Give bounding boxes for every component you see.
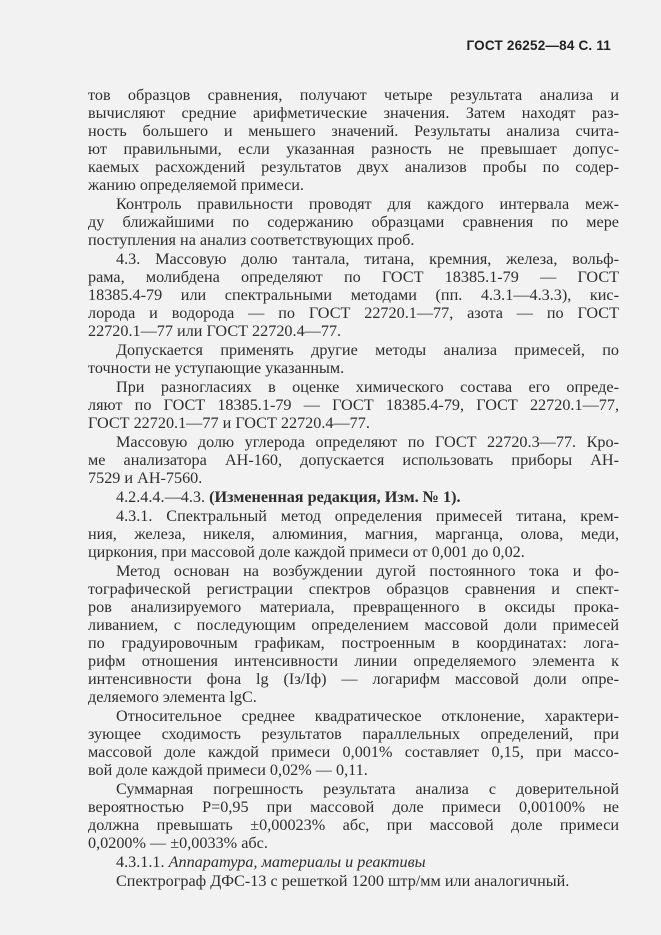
text-line: [88, 598, 619, 616]
text-line: [88, 286, 619, 304]
text-line: [88, 761, 619, 779]
paragraph: [88, 433, 619, 487]
text-segment: деляемого элемента lgC.: [88, 688, 257, 706]
text-line: [88, 104, 619, 122]
text-line: [88, 725, 619, 743]
paragraph: [88, 872, 619, 890]
paragraph: [88, 780, 619, 852]
text-segment: 22720.1—77 или ГОСТ 22720.4—77.: [88, 322, 342, 340]
text-line: [88, 488, 619, 506]
text-segment: Суммарная погрешность результата анализа с доверительной: [116, 780, 619, 798]
text-line: [88, 543, 619, 561]
text-segment: вой доле каждой примеси 0,02% — 0,11.: [88, 761, 368, 779]
text-segment: жанию определяемой примеси.: [88, 176, 304, 194]
text-line: [88, 158, 619, 176]
text-segment: 7529 и АН-7560.: [88, 469, 203, 487]
text-segment: ность большего и меньшего значений. Результаты анализа счита-: [88, 122, 619, 140]
paragraph: [88, 853, 619, 871]
paragraph: [88, 562, 619, 706]
text-segment: точности не уступающие указанным.: [88, 359, 345, 377]
text-segment: 4.3. Массовую долю тантала, титана, кремния, железа, вольф-: [116, 250, 619, 268]
text-line: [88, 213, 619, 231]
text-segment: ду ближайшими по содержанию образцами сравнения по мере: [88, 213, 619, 231]
text-line: [88, 780, 619, 798]
text-line: [88, 507, 619, 525]
text-line: [88, 250, 619, 268]
text-line: [88, 195, 619, 213]
document-body: [88, 86, 619, 891]
text-segment: должна превышать ±0,00023% абс, при массовой доле примеси: [88, 816, 619, 834]
text-segment: лорода и водорода — по ГОСТ 22720.1—77, азота — по ГОСТ: [88, 304, 619, 322]
paragraph-gap: [88, 890, 619, 891]
text-line: [88, 562, 619, 580]
text-line: [88, 634, 619, 652]
paragraph: [88, 86, 619, 194]
paragraph: [88, 707, 619, 779]
paragraph: [88, 341, 619, 377]
text-line: [88, 616, 619, 634]
text-line: [88, 268, 619, 286]
paragraph: [88, 507, 619, 561]
text-line: [88, 341, 619, 359]
text-segment: 0,0200% — ±0,0033% абс.: [88, 834, 268, 852]
paragraph: [88, 378, 619, 432]
text-segment: рама, молибдена определяют по ГОСТ 18385.1-79 — ГОСТ: [88, 268, 619, 286]
text-line: [88, 322, 619, 340]
text-segment: Допускается применять другие методы анализа примесей, по: [116, 341, 619, 359]
text-segment: ме анализатора АН-160, допускается использовать приборы АН-: [88, 451, 619, 469]
text-segment: Относительное среднее квадратическое отклонение, характери-: [116, 707, 619, 725]
text-segment: 4.3.1. Спектральный метод определения примесей титана, крем-: [116, 507, 619, 525]
text-segment: ют правильными, если указанная разность не превышает допус-: [88, 140, 619, 158]
text-line: [88, 396, 619, 414]
text-segment: вычисляют средние арифметические значения. Затем находят раз-: [88, 104, 619, 122]
italic-text: Аппаратура, материалы и реактивы: [168, 853, 426, 871]
text-segment: циркония, при массовой доле каждой примеси от 0,001 до 0,02.: [88, 543, 525, 561]
text-line: [88, 378, 619, 396]
paragraph: [88, 250, 619, 340]
text-segment: 18385.4-79 или спектральными методами (пп. 4.3.1—4.3.3), кис-: [88, 286, 619, 304]
text-segment: вероятностью P=0,95 при массовой доле примеси 0,00100% не: [88, 798, 619, 816]
paragraph: [88, 195, 619, 249]
text-line: [88, 872, 619, 890]
bold-text: (Измененная редакция, Изм. № 1).: [209, 488, 461, 506]
text-segment: 4.3.1.1.: [116, 853, 169, 871]
text-segment: интенсивности фона lg (Iз/Iф) — логарифм массовой доли опре-: [88, 670, 619, 688]
text-segment: по градуировочным графикам, построенным в координатах: лога-: [88, 634, 619, 652]
text-segment: зующее сходимость результатов параллельных определений, при: [88, 725, 619, 743]
text-line: [88, 176, 619, 194]
text-segment: Контроль правильности проводят для каждого интервала меж-: [116, 195, 619, 213]
text-segment: поступления на анализ соответствующих проб.: [88, 231, 415, 249]
text-line: [88, 414, 619, 432]
text-line: [88, 853, 619, 871]
page-header: ГОСТ 26252—84 С. 11: [466, 38, 611, 53]
text-line: [88, 743, 619, 761]
paragraph: [88, 488, 619, 506]
text-segment: каемых расхождений результатов двух анализов пробы по содер-: [88, 158, 619, 176]
text-segment: Метод основан на возбуждении дугой постоянного тока и фо-: [116, 562, 619, 580]
text-segment: ливанием, с последующим определением массовой доли примесей: [88, 616, 619, 634]
text-line: [88, 122, 619, 140]
text-line: [88, 140, 619, 158]
text-line: [88, 525, 619, 543]
text-line: [88, 580, 619, 598]
text-line: [88, 652, 619, 670]
text-segment: Спектрограф ДФС-13 с решеткой 1200 штр/мм или аналогичный.: [116, 872, 570, 890]
text-line: [88, 707, 619, 725]
text-line: [88, 798, 619, 816]
text-segment: тографической регистрации спектров образцов сравнения и спект-: [88, 580, 619, 598]
text-segment: ния, железа, никеля, алюминия, магния, марганца, олова, меди,: [88, 525, 619, 543]
text-line: [88, 304, 619, 322]
text-segment: рифм отношения интенсивности линии определяемого элемента к: [88, 652, 619, 670]
text-line: [88, 451, 619, 469]
text-segment: ров анализируемого материала, превращенного в оксиды прока-: [88, 598, 619, 616]
text-line: [88, 231, 619, 249]
text-segment: ГОСТ 22720.1—77 и ГОСТ 22720.4—77.: [88, 414, 370, 432]
text-line: [88, 86, 619, 104]
text-segment: 4.2.4.4.—4.3.: [116, 488, 210, 506]
text-segment: ляют по ГОСТ 18385.1-79 — ГОСТ 18385.4-79, ГОСТ 22720.1—77,: [88, 396, 619, 414]
text-line: [88, 359, 619, 377]
text-line: [88, 670, 619, 688]
text-segment: Массовую долю углерода определяют по ГОСТ 22720.3—77. Кро-: [116, 433, 619, 451]
text-line: [88, 469, 619, 487]
text-line: [88, 816, 619, 834]
text-line: [88, 433, 619, 451]
text-segment: тов образцов сравнения, получают четыре результата анализа и: [88, 86, 619, 104]
text-segment: При разногласиях в оценке химического состава его опреде-: [116, 378, 619, 396]
text-line: [88, 688, 619, 706]
text-line: [88, 834, 619, 852]
text-segment: массовой доле каждой примеси 0,001% составляет 0,15, при массо-: [88, 743, 619, 761]
